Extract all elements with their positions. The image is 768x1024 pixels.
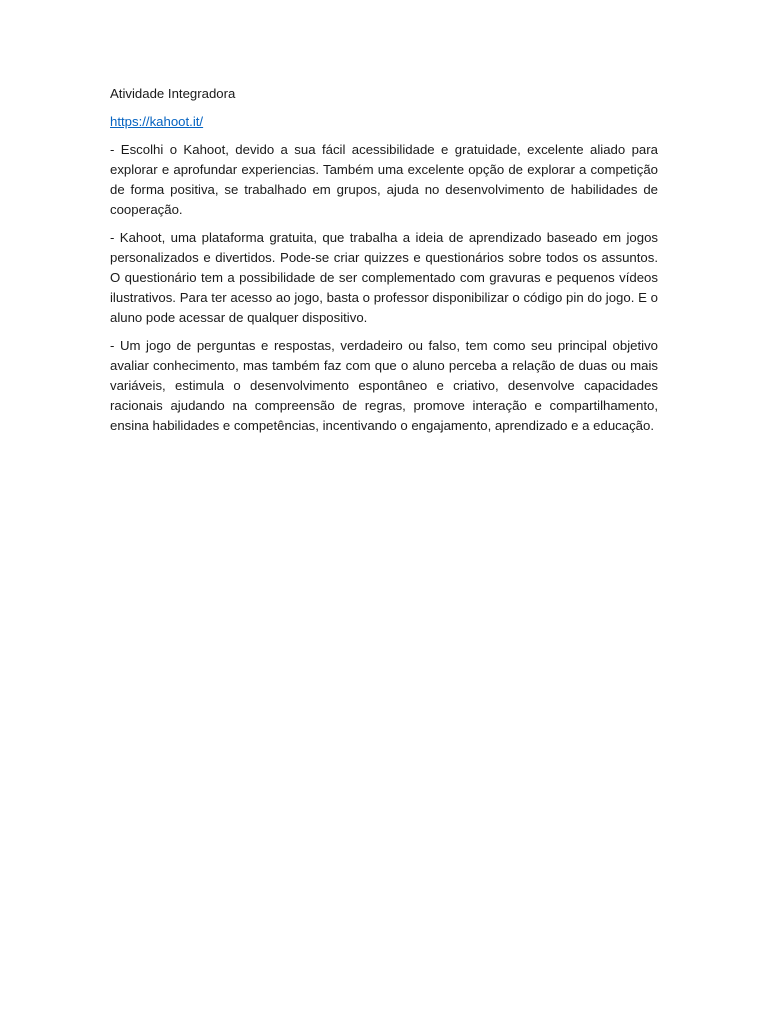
kahoot-link[interactable]: https://kahoot.it/ (110, 114, 204, 129)
link-line (110, 112, 658, 140)
document-body (110, 84, 658, 444)
document-title: Atividade Integradora (110, 86, 236, 101)
paragraph-1: - Escolhi o Kahoot, devido a sua fácil acessibilidade e gratuidade, excelente aliado para explorar e aprofundar experiencias. Também uma excelente opção de explorar a competição de forma positiva, se trabalhado em grupos, ajuda no desenvolvimento de habilidades de cooperação. (110, 142, 658, 217)
paragraph-2: - Kahoot, uma plataforma gratuita, que trabalha a ideia de aprendizado baseado em jogos personalizados e divertidos. Pode-se criar quizzes e questionários sobre todos os assuntos. O questionário tem a possibilidade de ser complementado com gravuras e pequenos vídeos ilustrativos. Para ter acesso ao jogo, basta o professor disponibilizar o código pin do jogo. E o aluno pode acessar de qualquer dispositivo. (110, 230, 658, 325)
paragraph-3: - Um jogo de perguntas e respostas, verdadeiro ou falso, tem como seu principal objetivo avaliar conhecimento, mas também faz com que o aluno perceba a relação de duas ou mais variáveis, estimula o desenvolvimento espontâneo e criativo, desenvolve capacidades racionais ajudando na compreensão de regras, promove interação e compartilhamento, ensina habilidades e competências, incentivando o engajamento, aprendizado e a educação. (110, 338, 658, 433)
